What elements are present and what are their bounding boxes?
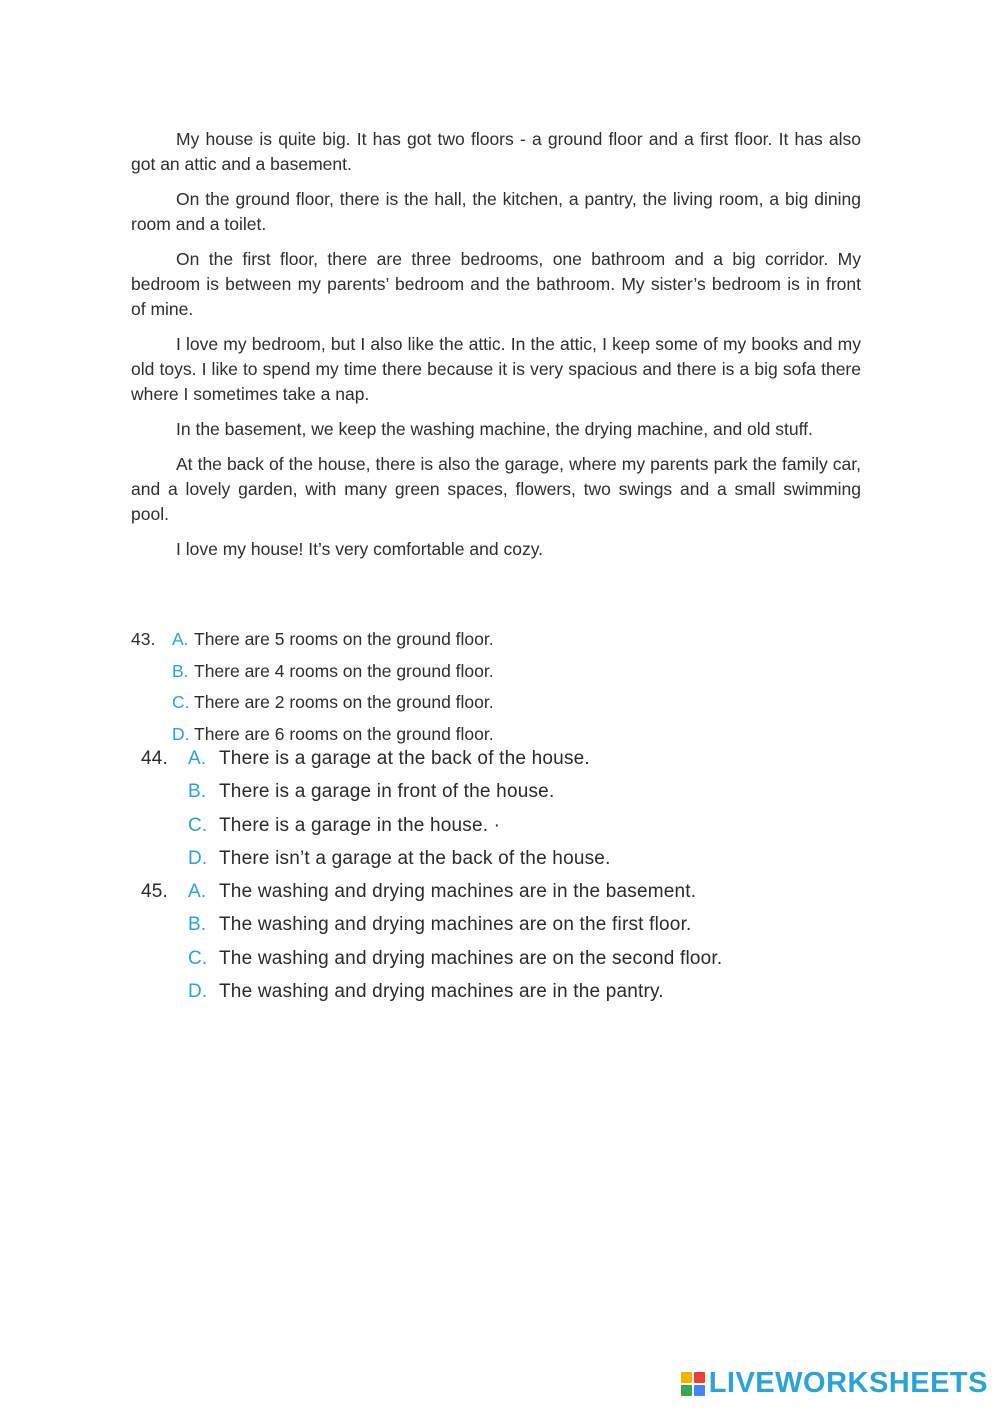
question-45 — [141, 879, 722, 1012]
option-text: There are 5 rooms on the ground floor. — [194, 629, 494, 649]
option-45-c[interactable] — [141, 946, 722, 979]
option-letter: D. — [188, 847, 208, 869]
option-text: The washing and drying machines are in the pantry. — [219, 980, 664, 1002]
option-text: The washing and drying machines are on the second floor. — [219, 947, 723, 969]
paragraph: On the first floor, there are three bedrooms, one bathroom and a big corridor. My bedroom is between my parents’ bedroom and the bathroom. My sister’s bedroom is in front of mine. — [131, 249, 861, 319]
option-text: There are 4 rooms on the ground floor. — [194, 660, 494, 681]
option-letter: C. — [188, 947, 208, 969]
paragraph: In the basement, we keep the washing machine, the drying machine, and old stuff. — [176, 419, 813, 439]
option-45-a[interactable] — [141, 879, 722, 912]
paragraph: I love my house! It’s very comfortable and cozy. — [176, 539, 544, 559]
liveworksheets-logo — [681, 1367, 988, 1400]
paragraph: I love my bedroom, but I also like the attic. In the attic, I keep some of my books and my old toys. I like to spend my time there because it is very spacious and there is a big sofa there where I sometimes take a nap. — [131, 334, 861, 404]
option-text: There are 6 rooms on the ground floor. — [194, 723, 494, 744]
question-43 — [131, 627, 494, 753]
option-44-c[interactable] — [141, 813, 611, 846]
option-text: There is a garage in the house. · — [219, 814, 501, 836]
paragraph: On the ground floor, there is the hall, the kitchen, a pantry, the living room, a big dining room and a toilet. — [131, 189, 861, 234]
option-text: There are 2 rooms on the ground floor. — [194, 692, 494, 712]
option-letter: C. — [172, 692, 190, 712]
reading-passage — [131, 127, 861, 572]
paragraph: My house is quite big. It has got two floors - a ground floor and a first floor. It has also got an attic and a basement. — [131, 129, 861, 174]
paragraph: At the back of the house, there is also the garage, where my parents park the family car, and a lovely garden, with many green spaces, flowers, two swings and a small swimming pool. — [131, 454, 861, 524]
question-number: 43. — [131, 629, 156, 649]
option-45-d[interactable] — [141, 979, 722, 1012]
option-letter: A. — [172, 629, 189, 649]
option-45-b[interactable] — [141, 912, 722, 945]
option-text: The washing and drying machines are in the basement. — [219, 881, 697, 902]
option-43-b[interactable] — [131, 659, 494, 691]
option-text: The washing and drying machines are on the first floor. — [219, 914, 692, 936]
option-44-a[interactable] — [141, 746, 611, 779]
option-43-a[interactable] — [131, 627, 494, 659]
question-44 — [141, 746, 611, 879]
logo-square — [681, 1385, 692, 1396]
option-43-c[interactable] — [131, 690, 494, 722]
option-letter: A. — [188, 748, 207, 769]
option-letter: D. — [172, 723, 190, 744]
option-letter: B. — [188, 781, 207, 803]
question-number: 44. — [141, 748, 169, 769]
option-letter: B. — [188, 914, 207, 936]
logo-square — [681, 1372, 692, 1383]
option-letter: D. — [188, 980, 208, 1002]
option-letter: B. — [172, 660, 189, 681]
option-text: There is a garage in front of the house. — [219, 781, 555, 803]
logo-mark-icon — [681, 1372, 705, 1396]
option-letter: A. — [188, 881, 207, 902]
logo-square — [694, 1372, 705, 1383]
option-text: There isn’t a garage at the back of the house. — [219, 847, 611, 869]
option-44-d[interactable] — [141, 846, 611, 879]
logo-text: LIVEWORKSHEETS — [708, 1367, 988, 1399]
option-letter: C. — [188, 814, 208, 836]
option-text: There is a garage at the back of the house. — [219, 748, 590, 769]
question-number: 45. — [141, 881, 169, 902]
logo-square — [694, 1385, 705, 1396]
option-44-b[interactable] — [141, 779, 611, 812]
